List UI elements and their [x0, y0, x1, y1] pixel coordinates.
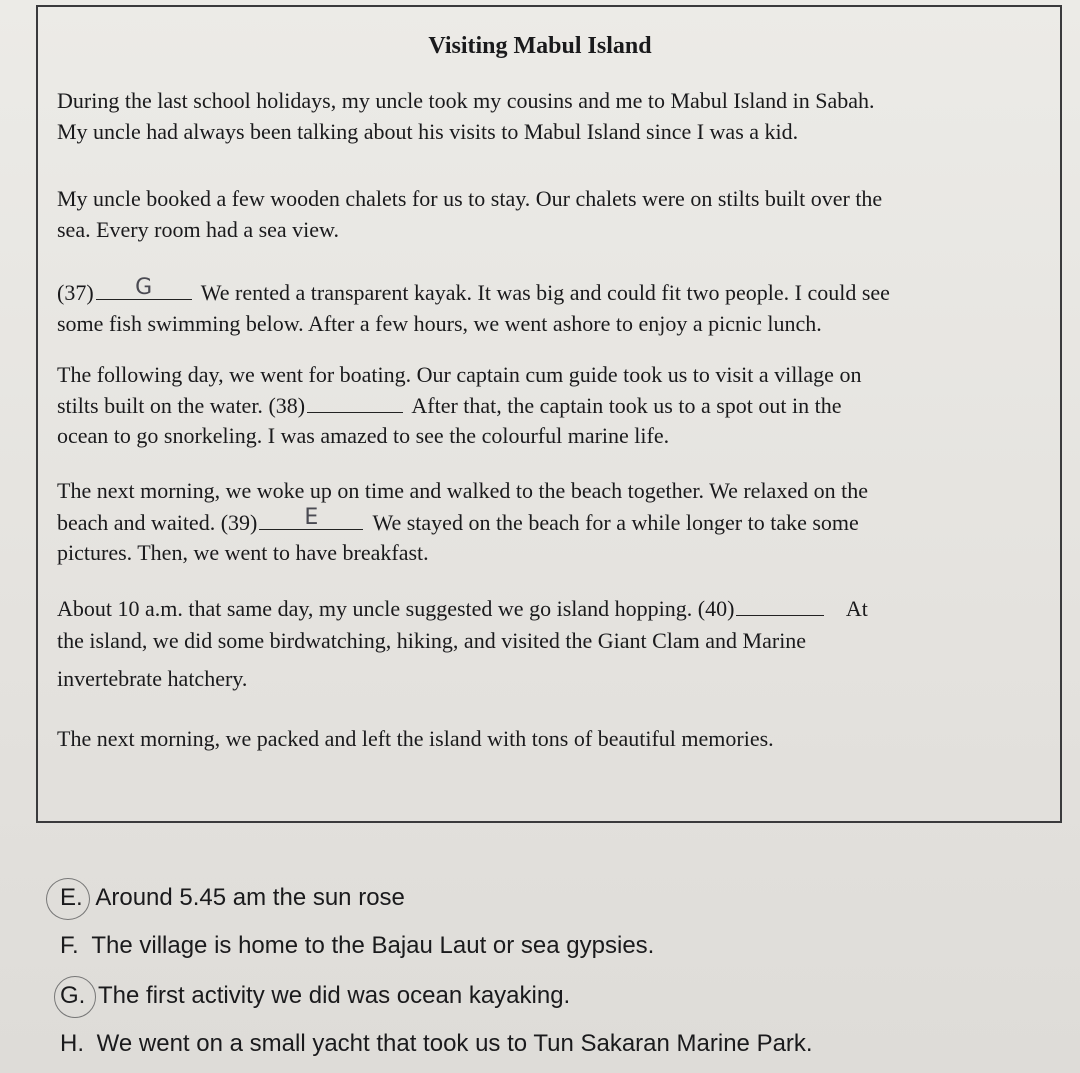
paragraph-3-line-1: [57, 275, 890, 308]
option-g-letter: G.: [60, 982, 86, 1009]
option-f-text: The village is home to the Bajau Laut or sea gypsies.: [91, 932, 655, 959]
option-h-text: We went on a small yacht that took us to Tun Sakaran Marine Park.: [96, 1030, 813, 1057]
paragraph-6-line-1-text: At: [845, 596, 868, 621]
paragraph-2-line-2: sea. Every room had a sea view.: [57, 217, 340, 242]
paragraph-6-line-1-start: About 10 a.m. that same day, my uncle suggested we go island hopping.: [57, 596, 693, 621]
option-h[interactable]: [60, 1030, 813, 1058]
paragraph-3-line-1-text: We rented a transparent kayak. It was big and could fit two people. I could see: [200, 280, 890, 305]
option-f[interactable]: [60, 932, 654, 960]
paragraph-4-line-2: [57, 391, 842, 421]
paragraph-6-line-3: invertebrate hatchery.: [57, 666, 248, 691]
paragraph-4-line-1: The following day, we went for boating. Our captain cum guide took us to visit a village on: [57, 362, 862, 387]
option-f-letter: F.: [60, 932, 79, 959]
paragraph-1-line-1: During the last school holidays, my uncle took my cousins and me to Mabul Island in Sabah.: [57, 88, 875, 113]
paragraph-4-line-3: ocean to go snorkeling. I was amazed to see the colourful marine life.: [57, 423, 670, 448]
question-39-label: (39): [220, 510, 258, 535]
paragraph-5-line-3: pictures. Then, we went to have breakfast.: [57, 540, 429, 565]
option-e-letter: E.: [60, 884, 83, 911]
answer-blank-40[interactable]: [736, 595, 824, 616]
option-g-text: The first activity we did was ocean kayaking.: [98, 982, 571, 1009]
option-e-text: Around 5.45 am the sun rose: [95, 884, 405, 911]
paragraph-3-line-2: some fish swimming below. After a few hours, we went ashore to enjoy a picnic lunch.: [57, 311, 822, 336]
paragraph-5-line-2-text: We stayed on the beach for a while longer to take some: [372, 510, 859, 535]
paragraph-5-line-2-start: beach and waited.: [57, 510, 216, 535]
answer-blank-37[interactable]: [96, 275, 192, 300]
option-g[interactable]: [60, 982, 570, 1010]
answer-37-handwritten: G: [135, 275, 153, 300]
question-40-label: (40): [697, 596, 735, 621]
paragraph-5-line-2: [57, 505, 859, 538]
option-h-letter: H.: [60, 1030, 84, 1057]
paragraph-2-line-1: My uncle booked a few wooden chalets for us to stay. Our chalets were on stilts built over the: [57, 186, 883, 211]
paragraph-4-line-2-start: stilts built on the water.: [57, 393, 263, 418]
passage-title: Visiting Mabul Island: [428, 33, 652, 59]
paragraph-1-line-2: My uncle had always been talking about his visits to Mabul Island since I was a kid.: [57, 119, 799, 144]
question-37-label: (37): [57, 280, 94, 305]
paragraph-6-line-2: the island, we did some birdwatching, hiking, and visited the Giant Clam and Marine: [57, 628, 807, 653]
paragraph-6-line-1: [57, 594, 868, 624]
question-38-label: (38): [268, 393, 306, 418]
answer-blank-38[interactable]: [307, 392, 403, 413]
paragraph-7-line-1: The next morning, we packed and left the island with tons of beautiful memories.: [57, 726, 774, 751]
answer-blank-39[interactable]: [259, 505, 363, 530]
option-e[interactable]: [60, 884, 405, 912]
paragraph-4-line-2-text: After that, the captain took us to a spot out in the: [411, 393, 842, 418]
answer-39-handwritten: E: [304, 505, 319, 530]
paragraph-5-line-1: The next morning, we woke up on time and walked to the beach together. We relaxed on the: [57, 478, 868, 503]
